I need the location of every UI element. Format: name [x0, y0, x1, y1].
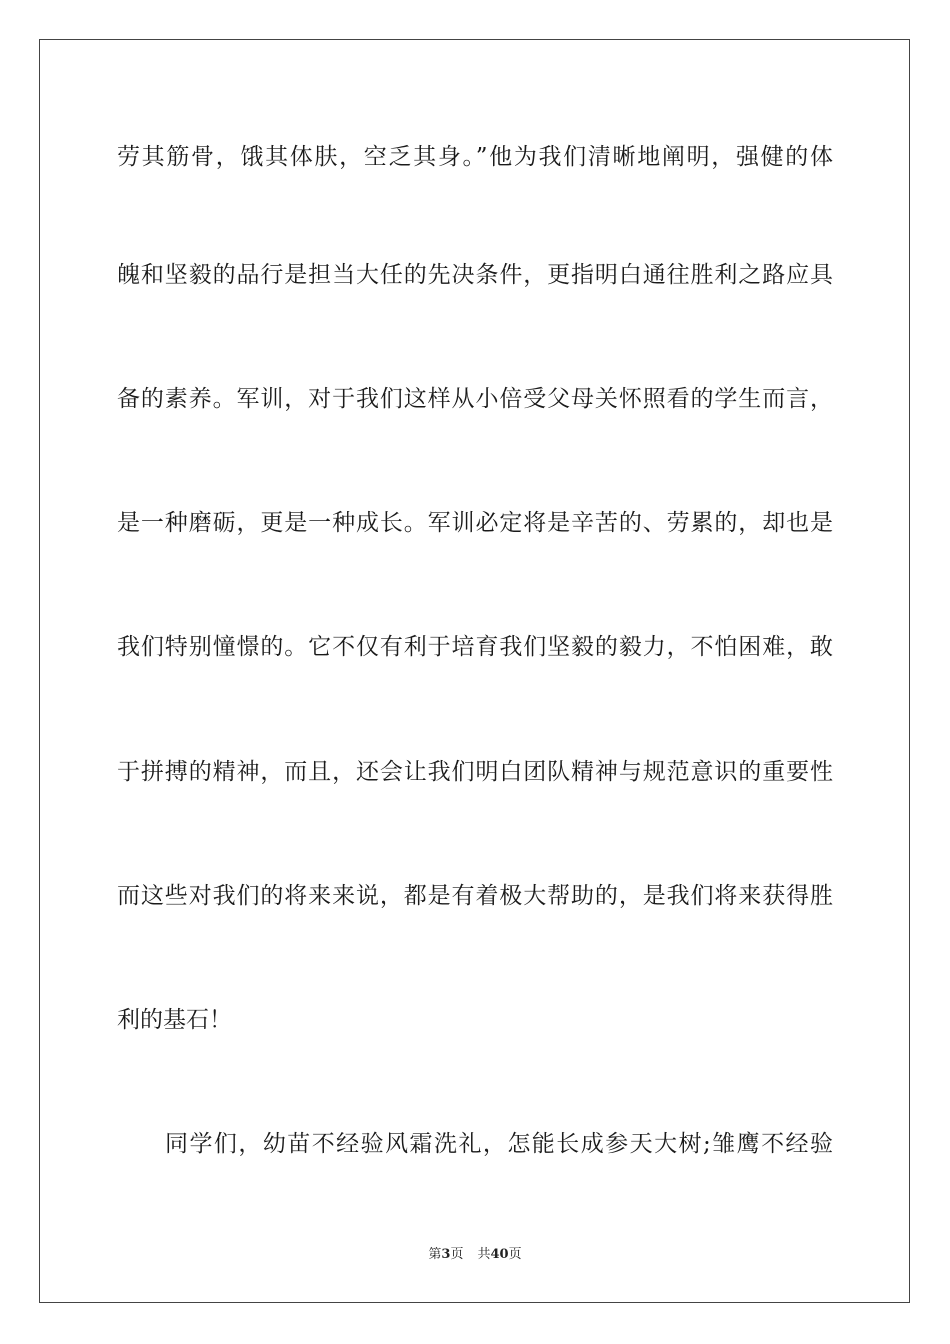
body-text-line-6: 于拼搏的精神，而且，还会让我们明白团队精神与规范意识的重要性 — [117, 759, 833, 785]
page-number: 3 — [441, 1247, 451, 1262]
body-text-line-8: 利的基石！ — [117, 1007, 232, 1033]
total-pages: 40 — [490, 1247, 509, 1262]
body-text-line-5: 我们特别憧憬的。它不仅有利于培育我们坚毅的毅力，不怕困难，敢 — [117, 634, 833, 660]
body-text-line-2: 魄和坚毅的品行是担当大任的先决条件，更指明白通往胜利之路应具 — [117, 262, 833, 288]
total-unit: 页 — [508, 1247, 522, 1262]
body-text-line-4: 是一种磨砺，更是一种成长。军训必定将是辛苦的、劳累的，却也是 — [117, 510, 833, 536]
paragraph-start-line: 同学们，幼苗不经验风霜洗礼，怎能长成参天大树;雏鹰不经验 — [165, 1131, 833, 1157]
body-text-line-1: 劳其筋骨，饿其体肤，空乏其身。”他为我们清晰地阐明，强健的体 — [117, 144, 833, 170]
body-text-line-3: 备的素养。军训，对于我们这样从小倍受父母关怀照看的学生而言， — [117, 386, 833, 412]
page-prefix: 第 — [428, 1247, 442, 1262]
page-unit: 页 — [450, 1247, 464, 1262]
total-prefix: 共 — [477, 1247, 491, 1262]
body-text-line-7: 而这些对我们的将来来说，都是有着极大帮助的，是我们将来获得胜 — [117, 883, 833, 909]
page-border — [39, 39, 910, 1303]
page-footer — [0, 1246, 950, 1264]
